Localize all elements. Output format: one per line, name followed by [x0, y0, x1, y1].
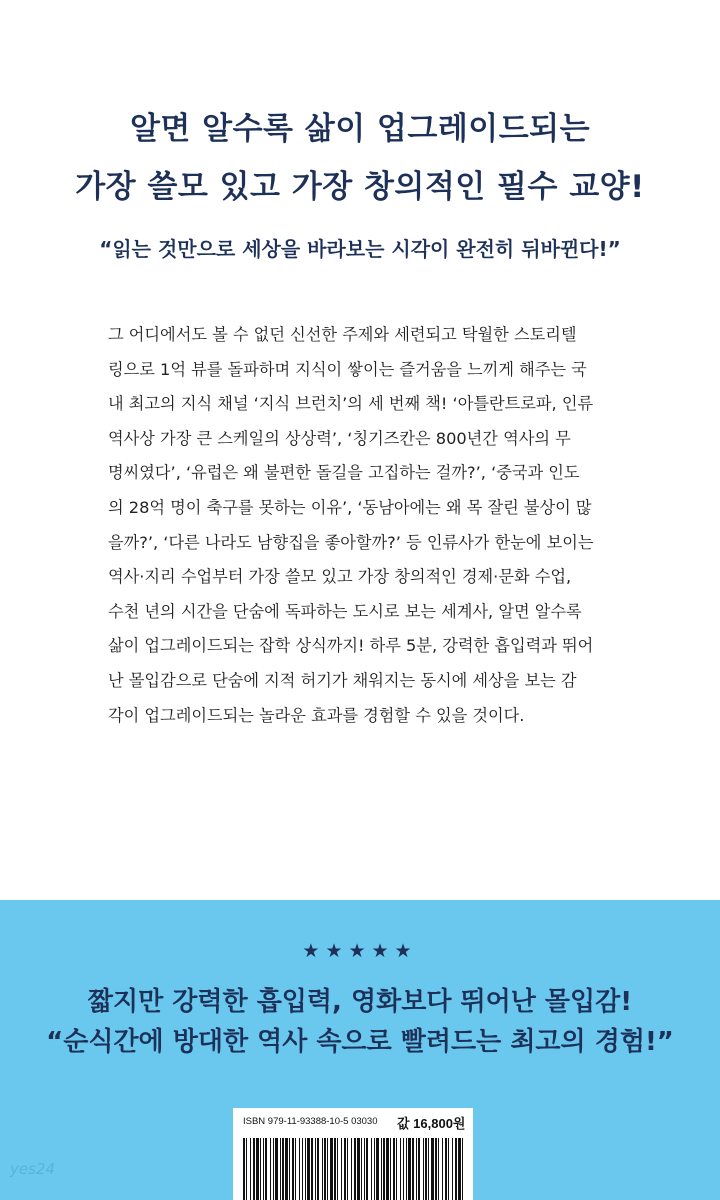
barcode-bar: [330, 1138, 333, 1200]
barcode-bars: [241, 1138, 465, 1200]
barcode-bar: [299, 1138, 300, 1200]
isbn-label: ISBN 979-11-93388-10-5 03030: [243, 1116, 378, 1127]
barcode-bar: [408, 1138, 411, 1200]
barcode-bar: [295, 1138, 296, 1200]
barcode-bar: [250, 1138, 251, 1200]
description-line: 역사상 가장 큰 스케일의 상상력’, ‘칭기즈칸은 800년간 역사의 무: [108, 428, 571, 448]
barcode-bar: [334, 1138, 336, 1200]
barcode-bar: [253, 1138, 255, 1200]
tagline-quote: “읽는 것만으로 세상을 바라보는 시각이 완전히 뒤바뀐다!”: [99, 237, 621, 261]
description-line: 역사·지리 수업부터 가장 쓸모 있고 가장 창의적인 경제·문화 수업,: [108, 567, 572, 587]
barcode-bar: [442, 1138, 443, 1200]
barcode-bar: [275, 1138, 278, 1200]
barcode-bar: [381, 1138, 382, 1200]
barcode-bar: [285, 1138, 288, 1200]
barcode-bar: [260, 1138, 261, 1200]
description-line: 수천 년의 시간을 단숨에 독파하는 도시로 보는 세계사, 알면 알수록: [108, 601, 582, 621]
barcode-bar: [438, 1138, 439, 1200]
description-line: 난 몰입감으로 단숨에 지적 허기가 채워지는 동시에 세상을 보는 감: [108, 670, 577, 690]
barcode-bar: [357, 1138, 360, 1200]
barcode-bar: [383, 1138, 385, 1200]
description-line: 링으로 1억 뷰를 돌파하며 지식이 쌓이는 즐거움을 느끼게 해주는 국: [108, 359, 587, 379]
barcode-bar: [315, 1138, 316, 1200]
barcode-bar: [455, 1138, 457, 1200]
barcode-bar: [351, 1138, 352, 1200]
barcode-bar: [265, 1138, 267, 1200]
barcode-bar: [364, 1138, 365, 1200]
description-line: 의 28억 명이 축구를 못하는 이유’, ‘동남아에는 왜 목 잘린 불상이 많: [108, 497, 592, 517]
barcode-bar: [322, 1138, 323, 1200]
barcode-bar: [371, 1138, 372, 1200]
barcode-bar: [280, 1138, 281, 1200]
barcode-bar: [341, 1138, 342, 1200]
barcode-bar: [406, 1138, 407, 1200]
yes24-watermark: yes24: [10, 1160, 56, 1178]
description-line: 내 최고의 지식 채널 ‘지식 브런치’의 세 번째 책! ‘아틀란트로파, 인류: [108, 394, 594, 414]
barcode-bar: [428, 1138, 429, 1200]
barcode-bar: [418, 1138, 420, 1200]
barcode-bar: [307, 1138, 310, 1200]
barcode-bar: [400, 1138, 401, 1200]
barcode-bar: [289, 1138, 290, 1200]
barcode-bar: [423, 1138, 424, 1200]
barcode-bar: [403, 1138, 404, 1200]
barcode-bar: [390, 1138, 391, 1200]
barcode-bar: [324, 1138, 326, 1200]
barcode-bar: [396, 1138, 397, 1200]
description-line: 을까?’, ‘다른 나라도 남향집을 좋아할까?’ 등 인류사가 한눈에 보이는: [108, 532, 594, 552]
description-paragraph: [108, 318, 626, 733]
barcode-bar: [282, 1138, 284, 1200]
barcode-bar: [445, 1138, 447, 1200]
barcode-bar: [270, 1138, 271, 1200]
barcode-bar: [337, 1138, 338, 1200]
promo-line-1: 짧지만 강력한 흡입력, 영화보다 뛰어난 몰입감!: [87, 987, 633, 1017]
barcode-bar: [462, 1138, 463, 1200]
barcode-bar: [416, 1138, 417, 1200]
barcode-bar: [246, 1138, 247, 1200]
description-line: 각이 업그레이드되는 놀라운 효과를 경험할 수 있을 것이다.: [108, 705, 525, 725]
barcode-bar: [354, 1138, 356, 1200]
barcode-bar: [311, 1138, 313, 1200]
barcode-bar: [386, 1138, 389, 1200]
rating-stars: ★★★★★: [302, 940, 418, 962]
barcode-bar: [412, 1138, 414, 1200]
barcode-bar: [302, 1138, 303, 1200]
barcode-bar: [448, 1138, 449, 1200]
barcode-bar: [256, 1138, 259, 1200]
barcode-bar: [425, 1138, 427, 1200]
barcode-bar: [366, 1138, 368, 1200]
description-line: 명씨였다’, ‘유럽은 왜 불편한 돌길을 고집하는 걸까?’, ‘중국과 인도: [108, 463, 580, 483]
barcode-bar: [393, 1138, 395, 1200]
description-line: 삶이 업그레이드되는 잡학 상식까지! 하루 5분, 강력한 흡입력과 뛰어: [108, 636, 594, 656]
barcode-bar: [458, 1138, 461, 1200]
price-label: 값 16,800원: [397, 1116, 466, 1131]
barcode-bar: [327, 1138, 328, 1200]
barcode-bar: [344, 1138, 346, 1200]
barcode-bar: [317, 1138, 319, 1200]
barcode-bar: [292, 1138, 294, 1200]
barcode-bar: [263, 1138, 264, 1200]
barcode-bar: [361, 1138, 362, 1200]
barcode-bar: [376, 1138, 379, 1200]
promo-line-2: “순식간에 방대한 역사 속으로 빨려드는 최고의 경험!”: [46, 1027, 674, 1057]
headline-line-2: 가장 쓸모 있고 가장 창의적인 필수 교양!: [75, 169, 645, 205]
barcode-panel: [233, 1108, 473, 1200]
barcode-bar: [435, 1138, 437, 1200]
barcode-bar: [431, 1138, 434, 1200]
barcode-bar: [305, 1138, 306, 1200]
barcode-bar: [243, 1138, 245, 1200]
barcode-bar: [273, 1138, 274, 1200]
headline-line-1: 알면 알수록 삶이 업그레이드되는: [129, 111, 591, 147]
description-line: 그 어디에서도 볼 수 없던 신선한 주제와 세련되고 탁월한 스토리텔: [108, 325, 577, 344]
barcode-bar: [374, 1138, 375, 1200]
barcode-bar: [347, 1138, 348, 1200]
barcode-bar: [452, 1138, 453, 1200]
